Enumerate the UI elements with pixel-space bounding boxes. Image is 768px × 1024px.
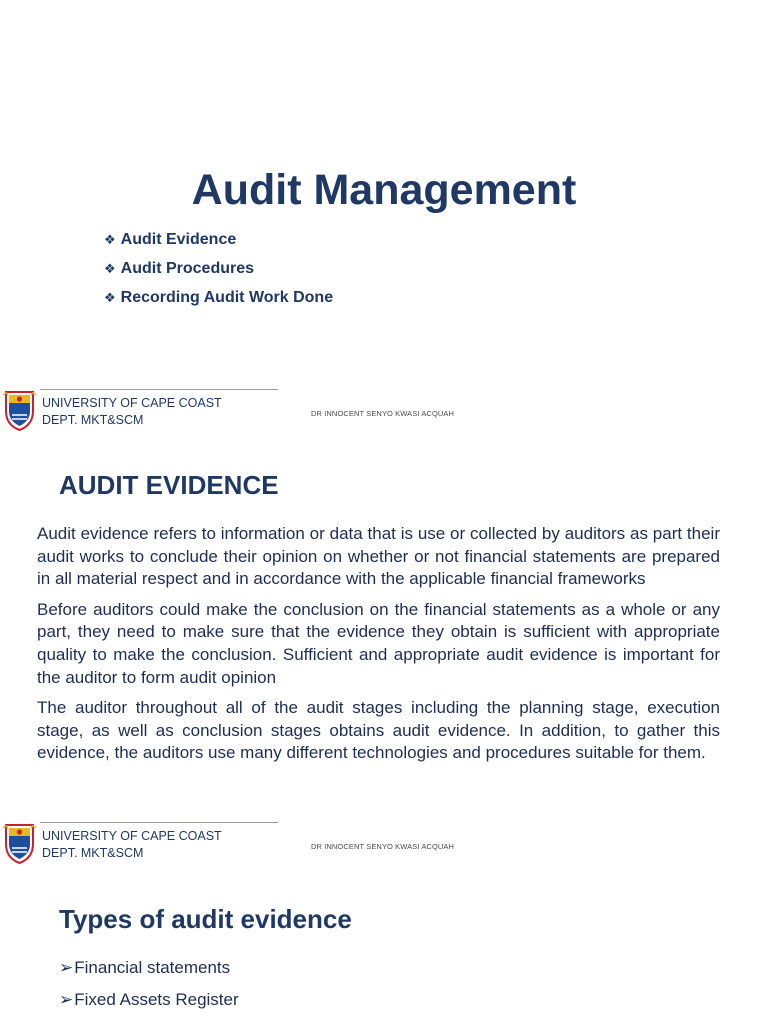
diamond-bullet-icon: ❖	[104, 232, 116, 247]
university-name: UNIVERSITY OF CAPE COAST	[42, 829, 222, 843]
list-item	[59, 956, 239, 988]
slide-types-of-evidence	[0, 872, 768, 1024]
divider	[40, 822, 278, 823]
section-heading: Types of audit evidence	[59, 904, 352, 934]
list-item	[104, 257, 333, 286]
topic-label: Recording Audit Work Done	[120, 289, 334, 306]
slide-footer	[0, 822, 768, 872]
university-name: UNIVERSITY OF CAPE COAST	[42, 396, 222, 410]
author-name: DR INNOCENT SENYO KWASI ACQUAH	[311, 842, 455, 851]
university-block	[42, 395, 222, 429]
slide-title	[0, 0, 768, 440]
university-crest-icon	[3, 822, 36, 864]
topic-label: Audit Evidence	[120, 231, 237, 248]
arrow-bullet-icon: ➢	[59, 958, 74, 977]
list-item	[104, 228, 333, 257]
arrow-bullet-icon: ➢	[59, 990, 74, 1009]
body-text	[37, 523, 720, 773]
item-label: Fixed Assets Register	[74, 990, 239, 1009]
university-crest-icon	[3, 389, 36, 431]
item-label: Financial statements	[74, 958, 231, 977]
list-item	[59, 988, 239, 1020]
author-name: DR INNOCENT SENYO KWASI ACQUAH	[311, 409, 455, 418]
evidence-type-list	[59, 956, 239, 1020]
paragraph: Before auditors could make the conclusion on the financial statements as a whole or any part, they need to make sure that the evidence they obtain is sufficient with appropriate quality to make the conclusion. Sufficient and appropriate audit evidence is important for the auditor to form audit opinion	[37, 599, 720, 687]
university-block	[42, 828, 222, 862]
slide-footer	[0, 389, 768, 439]
list-item	[104, 286, 333, 315]
divider	[40, 389, 278, 390]
paragraph: Audit evidence refers to information or data that is use or collected by auditors as part their audit works to conclude their opinion on whether or not financial statements are prepared in all material respect and in accordance with the applicable financial frameworks	[37, 524, 720, 589]
department-name: DEPT. MKT&SCM	[42, 413, 144, 427]
section-heading: AUDIT EVIDENCE	[59, 470, 279, 500]
topic-list	[104, 228, 333, 315]
diamond-bullet-icon: ❖	[104, 261, 116, 276]
department-name: DEPT. MKT&SCM	[42, 846, 144, 860]
diamond-bullet-icon: ❖	[104, 290, 116, 305]
slide-audit-evidence	[0, 440, 768, 872]
topic-label: Audit Procedures	[120, 260, 255, 277]
page-title: Audit Management	[191, 166, 577, 214]
paragraph: The auditor throughout all of the audit stages including the planning stage, execution stage, as well as conclusion stages obtains audit evidence. In addition, to gather this evidence, the auditors use many different technologies and procedures suitable for them.	[37, 698, 720, 763]
